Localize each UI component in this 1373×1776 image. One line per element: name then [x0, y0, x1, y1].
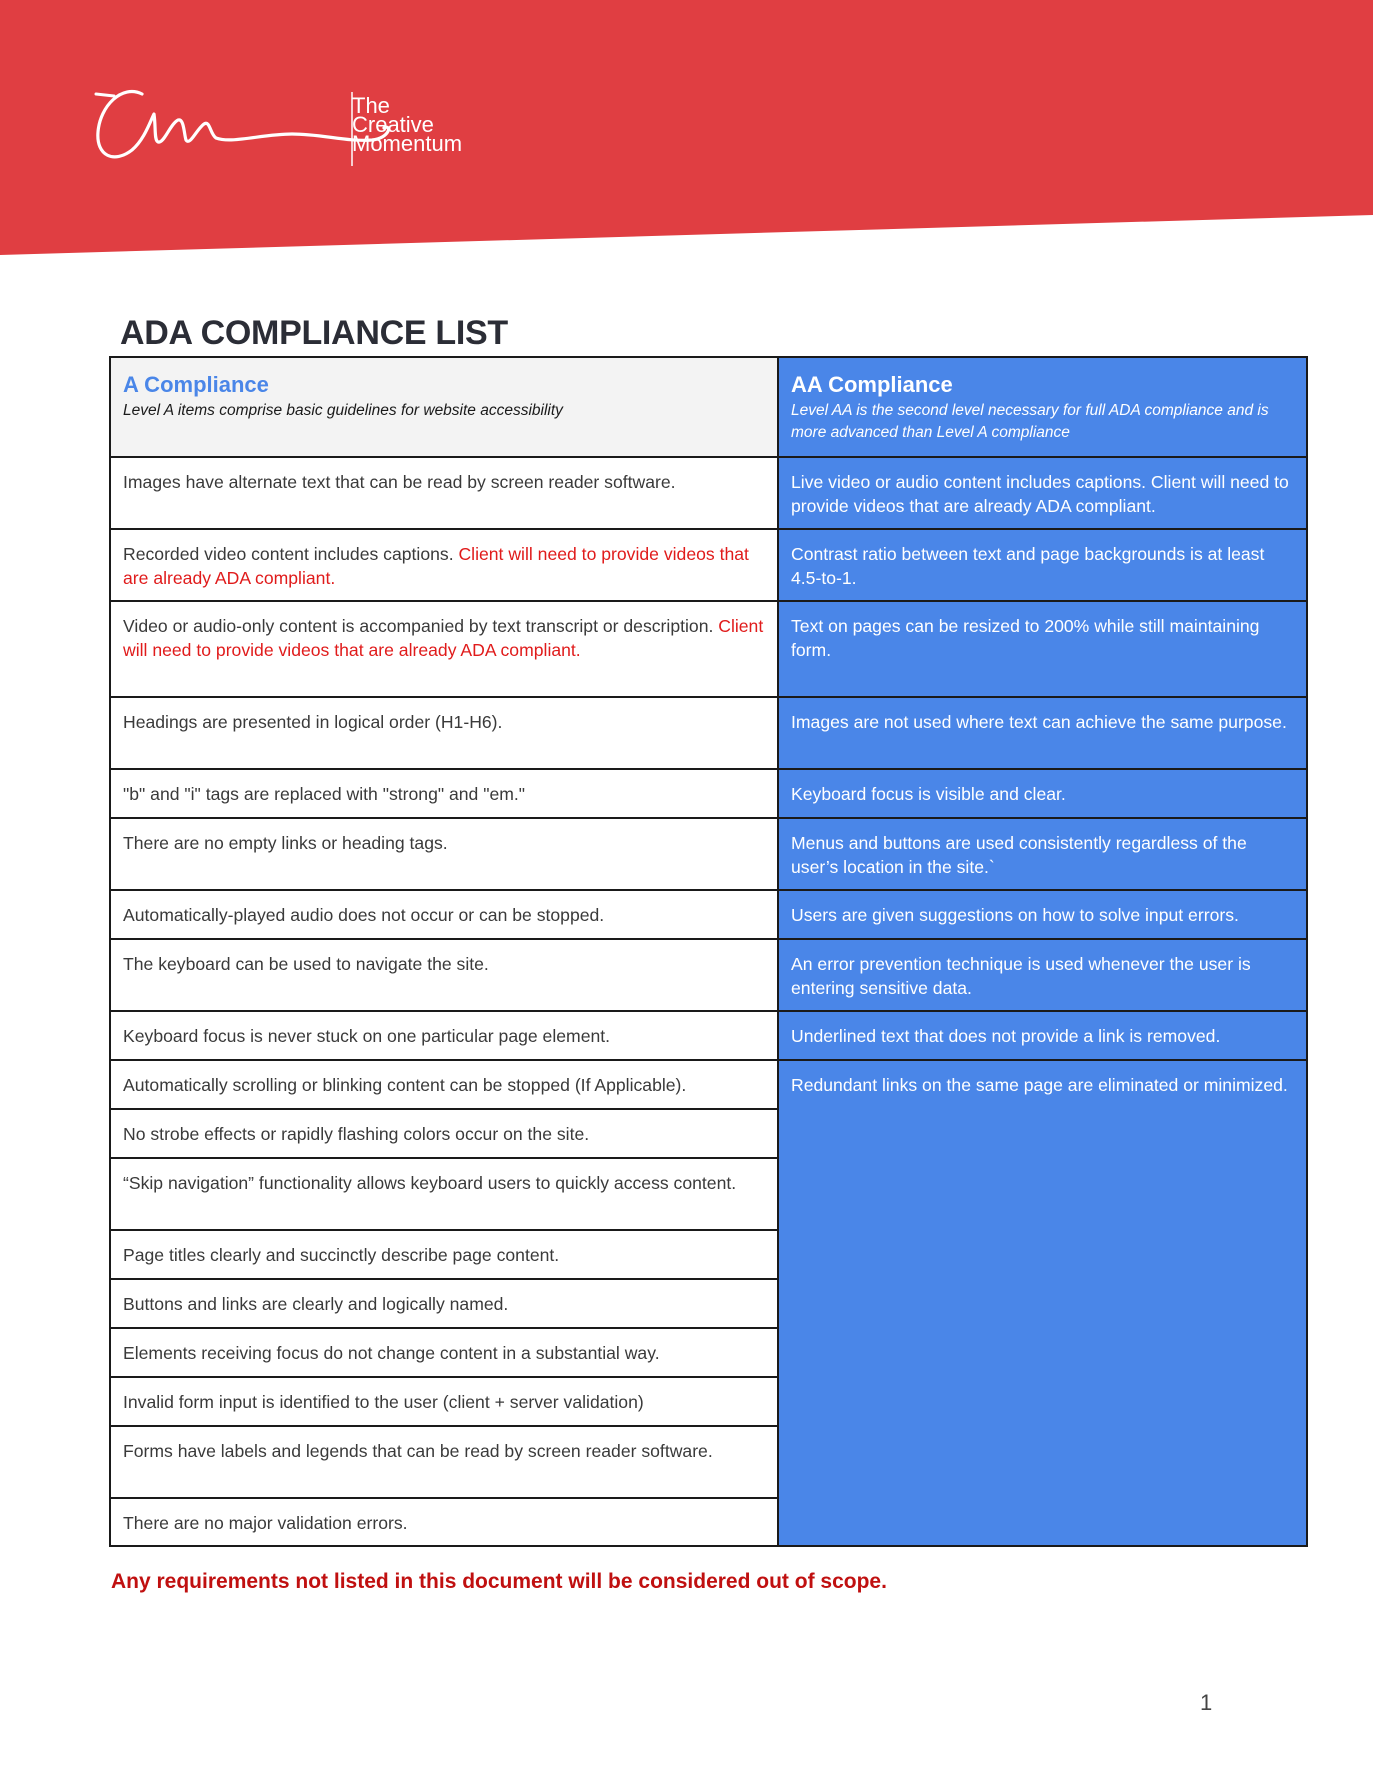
a-compliance-header: [111, 358, 777, 458]
a-item-text: There are no empty links or heading tags.: [123, 833, 448, 853]
aa-item: Contrast ratio between text and page backgrounds is at least 4.5-to-1.: [779, 530, 1306, 602]
a-item-text: The keyboard can be used to navigate the site.: [123, 954, 489, 974]
a-item: [111, 940, 777, 1012]
a-item-text: Headings are presented in logical order (H1-H6).: [123, 712, 503, 732]
aa-item: Live video or audio content includes captions. Client will need to provide videos that are already ADA compliant.: [779, 458, 1306, 530]
a-item: [111, 458, 777, 530]
a-item: [111, 1061, 777, 1110]
a-item: [111, 1231, 777, 1280]
aa-compliance-title: AA Compliance: [791, 372, 953, 397]
a-item-text: Video or audio-only content is accompanied by text transcript or description.: [123, 616, 719, 636]
a-item-text: Automatically scrolling or blinking content can be stopped (If Applicable).: [123, 1075, 687, 1095]
brand-name-line2: Creative: [352, 112, 434, 137]
a-item-text: Buttons and links are clearly and logically named.: [123, 1294, 509, 1314]
scope-disclaimer: Any requirements not listed in this document will be considered out of scope.: [111, 1570, 887, 1593]
a-item: [111, 1110, 777, 1159]
brand-name-line3: Momentum: [352, 131, 463, 156]
a-item: [111, 891, 777, 940]
a-item: [111, 1159, 777, 1231]
a-compliance-subtitle: Level A items comprise basic guidelines for website accessibility: [123, 402, 563, 419]
a-item-text: "b" and "i" tags are replaced with "strong" and "em.": [123, 784, 526, 804]
a-compliance-column: [111, 358, 777, 1545]
a-item-client-note: Client will need to provide videos that are already ADA compliant.: [123, 544, 749, 588]
a-item-text: No strobe effects or rapidly flashing colors occur on the site.: [123, 1124, 590, 1144]
a-item-text: Forms have labels and legends that can be read by screen reader software.: [123, 1441, 713, 1461]
aa-item: Images are not used where text can achieve the same purpose.: [779, 698, 1306, 770]
a-item: [111, 819, 777, 891]
a-item-text: Recorded video content includes captions.: [123, 544, 459, 564]
a-compliance-title: A Compliance: [123, 372, 269, 397]
a-item-text: Elements receiving focus do not change content in a substantial way.: [123, 1343, 660, 1363]
a-item-text: Page titles clearly and succinctly describe page content.: [123, 1245, 560, 1265]
a-item: [111, 1012, 777, 1061]
aa-item: Users are given suggestions on how to solve input errors.: [779, 891, 1306, 940]
a-item-text: There are no major validation errors.: [123, 1513, 408, 1533]
compliance-table: [109, 356, 1308, 1547]
aa-compliance-column: [779, 358, 1306, 1545]
brand-name-line1: The: [352, 93, 390, 118]
a-item: [111, 1427, 777, 1499]
page-number: 1: [1200, 1690, 1213, 1715]
a-item-text: Keyboard focus is never stuck on one particular page element.: [123, 1026, 611, 1046]
aa-item: Redundant links on the same page are eliminated or minimized.: [791, 1075, 1288, 1095]
aa-compliance-subtitle: Level AA is the second level necessary for full ADA compliance and is more advanced than Level A compliance: [791, 402, 1269, 441]
aa-item: Keyboard focus is visible and clear.: [779, 770, 1306, 819]
aa-compliance-header: [779, 358, 1306, 458]
a-item-text: Automatically-played audio does not occur or can be stopped.: [123, 905, 605, 925]
aa-item: Menus and buttons are used consistently regardless of the user’s location in the site.`: [779, 819, 1306, 891]
a-item: [111, 1499, 777, 1547]
brand-name: [352, 93, 463, 156]
page-title: ADA COMPLIANCE LIST: [120, 314, 508, 352]
aa-item: An error prevention technique is used whenever the user is entering sensitive data.: [779, 940, 1306, 1012]
a-item: [111, 530, 777, 602]
a-item-text: Images have alternate text that can be read by screen reader software.: [123, 472, 676, 492]
a-item-text: “Skip navigation” functionality allows keyboard users to quickly access content.: [123, 1173, 737, 1193]
a-item-client-note: Client will need to provide videos that are already ADA compliant.: [123, 616, 764, 660]
a-item-text: Invalid form input is identified to the user (client + server validation): [123, 1392, 644, 1412]
a-item: [111, 770, 777, 819]
aa-item: Underlined text that does not provide a link is removed.: [779, 1012, 1306, 1061]
a-item: [111, 698, 777, 770]
a-item: [111, 602, 777, 698]
a-item: [111, 1378, 777, 1427]
a-item: [111, 1280, 777, 1329]
a-item: [111, 1329, 777, 1378]
aa-item: Text on pages can be resized to 200% while still maintaining form.: [779, 602, 1306, 698]
